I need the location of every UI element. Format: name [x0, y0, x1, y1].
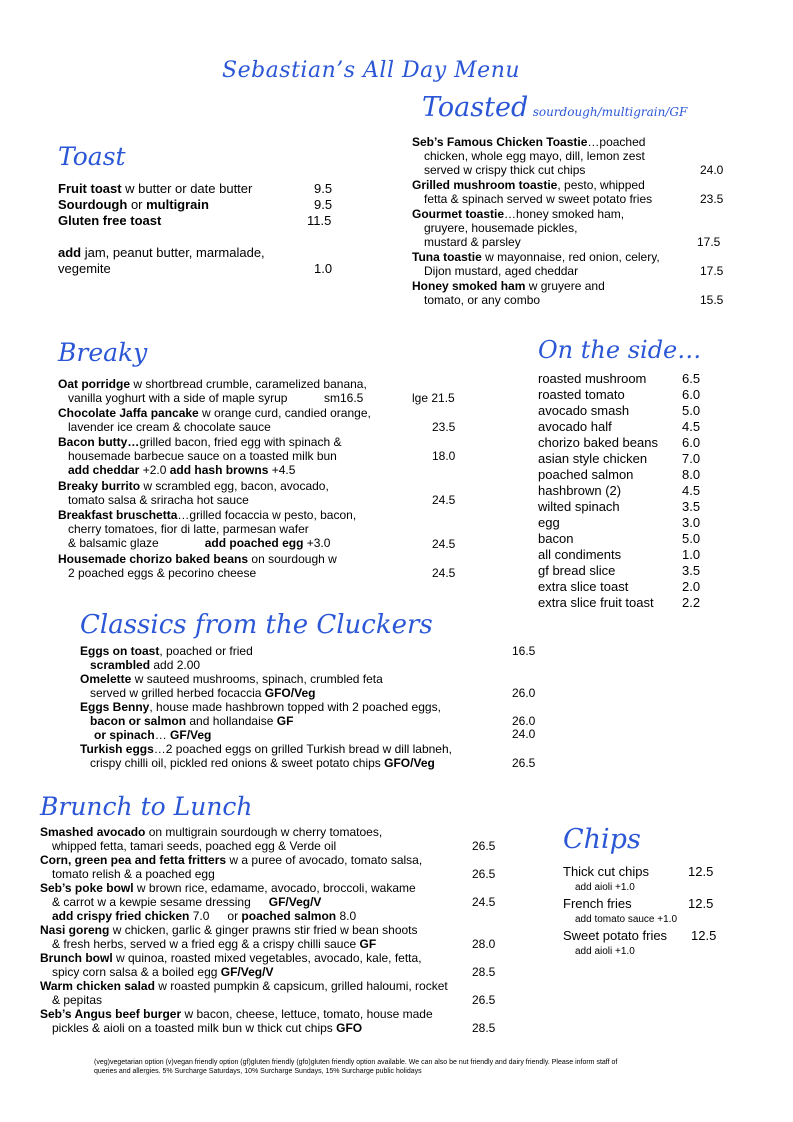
list-item — [58, 406, 468, 435]
item-name: Bacon butty… — [58, 435, 140, 449]
list-item — [58, 197, 348, 213]
item-name: Seb’s Angus beef burger — [40, 1007, 182, 1021]
item-desc: jam, peanut butter, marmalade, — [81, 245, 265, 260]
item-name: egg — [538, 515, 560, 530]
list-item — [538, 371, 718, 387]
list-item — [538, 595, 718, 611]
item-name: Thick cut chips — [563, 864, 649, 879]
item-name: Sourdough — [58, 197, 128, 212]
add-price: +4.5 — [268, 463, 296, 477]
list-item — [538, 467, 718, 483]
item-desc: vanilla yoghurt with a side of maple syrup — [68, 391, 288, 405]
item-price: 5.0 — [682, 531, 701, 546]
list-item — [58, 181, 348, 197]
item-price: 28.0 — [472, 937, 496, 951]
item-name: Smashed avocado — [40, 825, 146, 839]
add-price: +3.0 — [303, 536, 331, 550]
item-price: 2.0 — [682, 579, 701, 594]
item-price: 3.0 — [682, 515, 701, 530]
item-desc: w scrambled egg, bacon, avocado, — [140, 479, 329, 493]
add-label: add poached egg — [204, 536, 304, 550]
diet-tag: GF/Veg/V — [268, 895, 322, 909]
list-item — [58, 508, 468, 552]
item-price: 26.0 — [512, 714, 536, 728]
list-item — [538, 531, 718, 547]
item-price: 26.0 — [512, 686, 536, 700]
side-heading: On the side… — [538, 336, 702, 364]
item-desc: & fresh herbs, served w a fried egg & a crispy chilli sauce — [52, 937, 360, 951]
item-desc: w brown rice, edamame, avocado, broccoli, wakame — [133, 881, 416, 895]
item-price: 7.0 — [682, 451, 701, 466]
item-option: or spinach — [94, 728, 155, 742]
item-desc: …2 poached eggs on grilled Turkish bread w dill labneh, — [153, 742, 452, 756]
item-desc: gruyere, housemade pickles, — [424, 221, 578, 235]
item-name: extra slice fruit toast — [538, 595, 654, 610]
item-addon: add aioli +1.0 — [575, 882, 635, 893]
list-item — [40, 951, 500, 979]
item-desc: pickles & aioli on a toasted milk bun w thick cut chips — [52, 1021, 337, 1035]
list-item — [58, 435, 468, 479]
item-price: 6.5 — [682, 371, 701, 386]
item-desc: …grilled focaccia w pesto, bacon, — [177, 508, 357, 522]
item-desc: lavender ice cream & chocolate sauce — [68, 420, 271, 434]
item-name: Eggs Benny — [80, 700, 150, 714]
list-item — [538, 403, 718, 419]
add-label: add cheddar — [68, 463, 140, 477]
classics-heading: Classics from the Cluckers — [80, 610, 433, 640]
item-addon: add tomato sauce +1.0 — [575, 914, 678, 925]
list-item — [563, 928, 733, 960]
list-item — [412, 250, 732, 279]
item-desc: fetta & spinach served w sweet potato fries — [424, 192, 653, 206]
list-item — [80, 700, 540, 742]
item-desc: & pepitas — [52, 993, 103, 1007]
toasted-header — [422, 92, 687, 123]
item-desc: tomato salsa & sriracha hot sauce — [68, 493, 249, 507]
item-name: Nasi goreng — [40, 923, 110, 937]
item-desc: , pesto, whipped — [557, 178, 645, 192]
list-item — [80, 742, 540, 770]
classics-list — [80, 644, 540, 770]
item-name: Eggs on toast — [80, 644, 160, 658]
item-name: poached salmon — [538, 467, 634, 482]
item-name: hashbrown (2) — [538, 483, 622, 498]
item-price: 24.5 — [432, 537, 456, 551]
list-item — [40, 825, 500, 853]
item-desc: grilled bacon, fried egg with spinach & — [139, 435, 342, 449]
item-price: 23.5 — [700, 192, 724, 206]
item-price: 24.5 — [432, 493, 456, 507]
item-name: Fruit toast — [58, 181, 122, 196]
item-desc: tomato relish & a poached egg — [52, 867, 215, 881]
list-item — [58, 245, 348, 277]
list-item — [538, 579, 718, 595]
item-price: 2.2 — [682, 595, 701, 610]
footer-note — [94, 1058, 714, 1076]
menu-title: Sebastian’s All Day Menu — [222, 58, 521, 83]
diet-tag: GF — [276, 714, 294, 728]
list-item — [412, 279, 732, 308]
item-price: 6.0 — [682, 387, 701, 402]
add-label: add crispy fried chicken — [52, 909, 190, 923]
item-desc: w shortbread crumble, caramelized banana, — [130, 377, 367, 391]
item-name: roasted mushroom — [538, 371, 647, 386]
item-price: 24.5 — [432, 566, 456, 580]
footer-line: queries and allergies. 5% Surcharge Saturdays, 10% Surcharge Sundays, 15% Surcharge public holidays — [94, 1068, 422, 1075]
add-price: +2.0 — [139, 463, 170, 477]
add-label: add hash browns — [169, 463, 269, 477]
item-price: 24.0 — [700, 163, 724, 177]
list-item — [58, 213, 348, 229]
item-desc: served w crispy thick cut chips — [424, 163, 586, 177]
item-price: 26.5 — [472, 867, 496, 881]
brunch-list — [40, 825, 500, 1035]
add-price: 7.0 — [189, 909, 210, 923]
item-name: roasted tomato — [538, 387, 625, 402]
list-item — [538, 419, 718, 435]
item-desc: , house made hashbrown topped with 2 poached eggs, — [149, 700, 441, 714]
add-price: add 2.00 — [150, 658, 201, 672]
item-name: Sweet potato fries — [563, 928, 668, 943]
item-desc: …poached — [587, 135, 646, 149]
item-desc: Dijon mustard, aged cheddar — [424, 264, 579, 278]
item-price: 12.5 — [688, 864, 714, 879]
diet-tag: GFO/Veg — [264, 686, 316, 700]
list-item — [80, 672, 540, 700]
item-option: bacon or salmon — [90, 714, 187, 728]
item-name: Honey smoked ham — [412, 279, 526, 293]
list-item — [40, 881, 500, 923]
item-desc: or — [127, 197, 147, 212]
list-item — [538, 387, 718, 403]
breaky-heading: Breaky — [58, 338, 148, 367]
list-item — [40, 853, 500, 881]
item-desc: or — [227, 909, 239, 923]
item-name: wilted spinach — [538, 499, 620, 514]
item-name: chorizo baked beans — [538, 435, 658, 450]
diet-tag: GF — [359, 937, 377, 951]
item-desc: chicken, whole egg mayo, dill, lemon zest — [424, 149, 645, 163]
chips-heading: Chips — [563, 824, 641, 855]
item-name: Corn, green pea and fetta fritters — [40, 853, 227, 867]
add-label: poached salmon — [241, 909, 337, 923]
list-item — [538, 563, 718, 579]
item-price: 26.5 — [472, 993, 496, 1007]
list-item — [80, 644, 540, 672]
side-list — [538, 371, 718, 611]
diet-tag: GF/Veg/V — [220, 965, 274, 979]
list-item — [538, 451, 718, 467]
toasted-subheading: sourdough/multigrain/GF — [532, 105, 688, 119]
item-price: 24.5 — [472, 895, 496, 909]
list-item — [58, 377, 468, 406]
item-price: 4.5 — [682, 483, 701, 498]
item-name: Breaky burrito — [58, 479, 141, 493]
item-price: 3.5 — [682, 563, 701, 578]
add-label: add — [58, 245, 82, 260]
item-name: Seb’s poke bowl — [40, 881, 134, 895]
diet-tag: GFO/Veg — [384, 756, 435, 770]
item-desc: w butter or date butter — [121, 181, 253, 196]
item-desc: and hollandaise — [186, 714, 277, 728]
footer-line: (veg)vegetarian option (v)vegan friendly option (gf)gluten friendly (gfo)gluten friendly option available. We can also be nut friendly and dairy friendly. Please inform staff of — [94, 1059, 618, 1066]
item-price: 26.5 — [512, 756, 536, 770]
list-item — [538, 435, 718, 451]
diet-tag: GFO — [336, 1021, 363, 1035]
diet-tag: GF/Veg — [170, 728, 212, 742]
item-name: Seb’s Famous Chicken Toastie — [412, 135, 588, 149]
list-item — [40, 923, 500, 951]
list-item — [412, 135, 732, 177]
item-desc: w mayonnaise, red onion, celery, — [481, 250, 660, 264]
toasted-list — [412, 135, 732, 308]
item-price: 1.0 — [314, 261, 333, 276]
item-desc: cherry tomatoes, fior di latte, parmesan wafer — [68, 522, 309, 536]
item-desc: w gruyere and — [525, 279, 605, 293]
item-price: 9.5 — [314, 181, 333, 196]
list-item — [40, 1007, 500, 1035]
item-price: 6.0 — [682, 435, 701, 450]
item-addon: add aioli +1.0 — [575, 946, 635, 957]
item-price: 28.5 — [472, 965, 496, 979]
item-price: 17.5 — [697, 235, 721, 249]
add-price: 8.0 — [336, 909, 357, 923]
item-price: 3.5 — [682, 499, 701, 514]
item-desc: & carrot w a kewpie sesame dressing — [52, 895, 251, 909]
list-item — [40, 979, 500, 1007]
item-name: Housemade chorizo baked beans — [58, 552, 249, 566]
item-desc: w orange curd, candied orange, — [198, 406, 371, 420]
add-label: scrambled — [90, 658, 151, 672]
item-name: Omelette — [80, 672, 132, 686]
item-desc: , poached or fried — [159, 644, 253, 658]
toasted-heading: Toasted — [422, 92, 529, 123]
list-item — [538, 515, 718, 531]
item-name: avocado smash — [538, 403, 630, 418]
item-desc: … — [154, 728, 171, 742]
breaky-list — [58, 377, 468, 581]
item-desc: w a puree of avocado, tomato salsa, — [226, 853, 423, 867]
item-desc: spicy corn salsa & a boiled egg — [52, 965, 221, 979]
item-desc: 2 poached eggs & pecorino cheese — [68, 566, 257, 580]
item-price: 9.5 — [314, 197, 333, 212]
chips-list — [563, 864, 733, 960]
item-desc: on multigrain sourdough w cherry tomatoes, — [145, 825, 383, 839]
list-item — [538, 547, 718, 563]
item-desc: mustard & parsley — [424, 235, 521, 249]
item-desc: crispy chilli oil, pickled red onions & sweet potato chips — [90, 756, 385, 770]
item-desc: …honey smoked ham, — [504, 207, 625, 221]
toast-heading: Toast — [58, 142, 126, 171]
item-name: Grilled mushroom toastie — [412, 178, 558, 192]
item-desc: whipped fetta, tamari seeds, poached egg & Verde oil — [52, 839, 337, 853]
item-price: 8.0 — [682, 467, 701, 482]
item-name: Oat porridge — [58, 377, 131, 391]
item-desc: w chicken, garlic & ginger prawns stir fried w bean shoots — [109, 923, 418, 937]
item-desc: w quinoa, roasted mixed vegetables, avocado, kale, fetta, — [112, 951, 422, 965]
item-desc: w sauteed mushrooms, spinach, crumbled feta — [131, 672, 383, 686]
list-item — [563, 896, 733, 928]
item-price-small: sm16.5 — [324, 391, 364, 405]
item-name: Tuna toastie — [412, 250, 482, 264]
item-desc: & balsamic glaze — [68, 536, 159, 550]
item-price: 28.5 — [472, 1021, 496, 1035]
item-price: 12.5 — [691, 928, 717, 943]
item-name: gf bread slice — [538, 563, 616, 578]
item-desc: w bacon, cheese, lettuce, tomato, house made — [181, 1007, 433, 1021]
list-item — [412, 207, 732, 250]
item-price: 26.5 — [472, 839, 496, 853]
list-item — [538, 483, 718, 499]
item-price: 15.5 — [700, 293, 724, 307]
item-name: Chocolate Jaffa pancake — [58, 406, 199, 420]
item-name: Gourmet toastie — [412, 207, 505, 221]
item-desc: on sourdough w — [248, 552, 337, 566]
item-desc: w roasted pumpkin & capsicum, grilled haloumi, rocket — [154, 979, 448, 993]
item-name: all condiments — [538, 547, 622, 562]
list-item — [563, 864, 733, 896]
list-item — [58, 552, 468, 581]
item-desc: tomato, or any combo — [424, 293, 541, 307]
list-item — [58, 479, 468, 508]
item-name: bacon — [538, 531, 574, 546]
item-price: 17.5 — [700, 264, 724, 278]
item-price-large: lge 21.5 — [412, 391, 455, 405]
item-price: 4.5 — [682, 419, 701, 434]
item-name: avocado half — [538, 419, 612, 434]
item-name: extra slice toast — [538, 579, 629, 594]
item-extras — [58, 463, 468, 477]
item-price: 12.5 — [688, 896, 714, 911]
item-price: 24.0 — [512, 727, 536, 741]
list-item — [412, 178, 732, 207]
brunch-heading: Brunch to Lunch — [40, 792, 253, 821]
item-price: 23.5 — [432, 420, 456, 434]
item-name: asian style chicken — [538, 451, 648, 466]
toast-list — [58, 181, 348, 277]
item-price: 16.5 — [512, 644, 536, 658]
item-name: Gluten free toast — [58, 213, 162, 228]
item-price: 18.0 — [432, 449, 456, 463]
item-name: Breakfast bruschetta — [58, 508, 178, 522]
item-price: 1.0 — [682, 547, 701, 562]
item-name: multigrain — [146, 197, 209, 212]
item-price: 5.0 — [682, 403, 701, 418]
item-desc: served w grilled herbed focaccia — [90, 686, 265, 700]
item-desc: housemade barbecue sauce on a toasted milk bun — [68, 449, 337, 463]
item-name: French fries — [563, 896, 632, 911]
list-item — [538, 499, 718, 515]
item-name: Brunch bowl — [40, 951, 113, 965]
item-desc: vegemite — [58, 261, 111, 276]
item-price: 11.5 — [307, 213, 332, 228]
item-name: Turkish eggs — [80, 742, 154, 756]
item-name: Warm chicken salad — [40, 979, 155, 993]
